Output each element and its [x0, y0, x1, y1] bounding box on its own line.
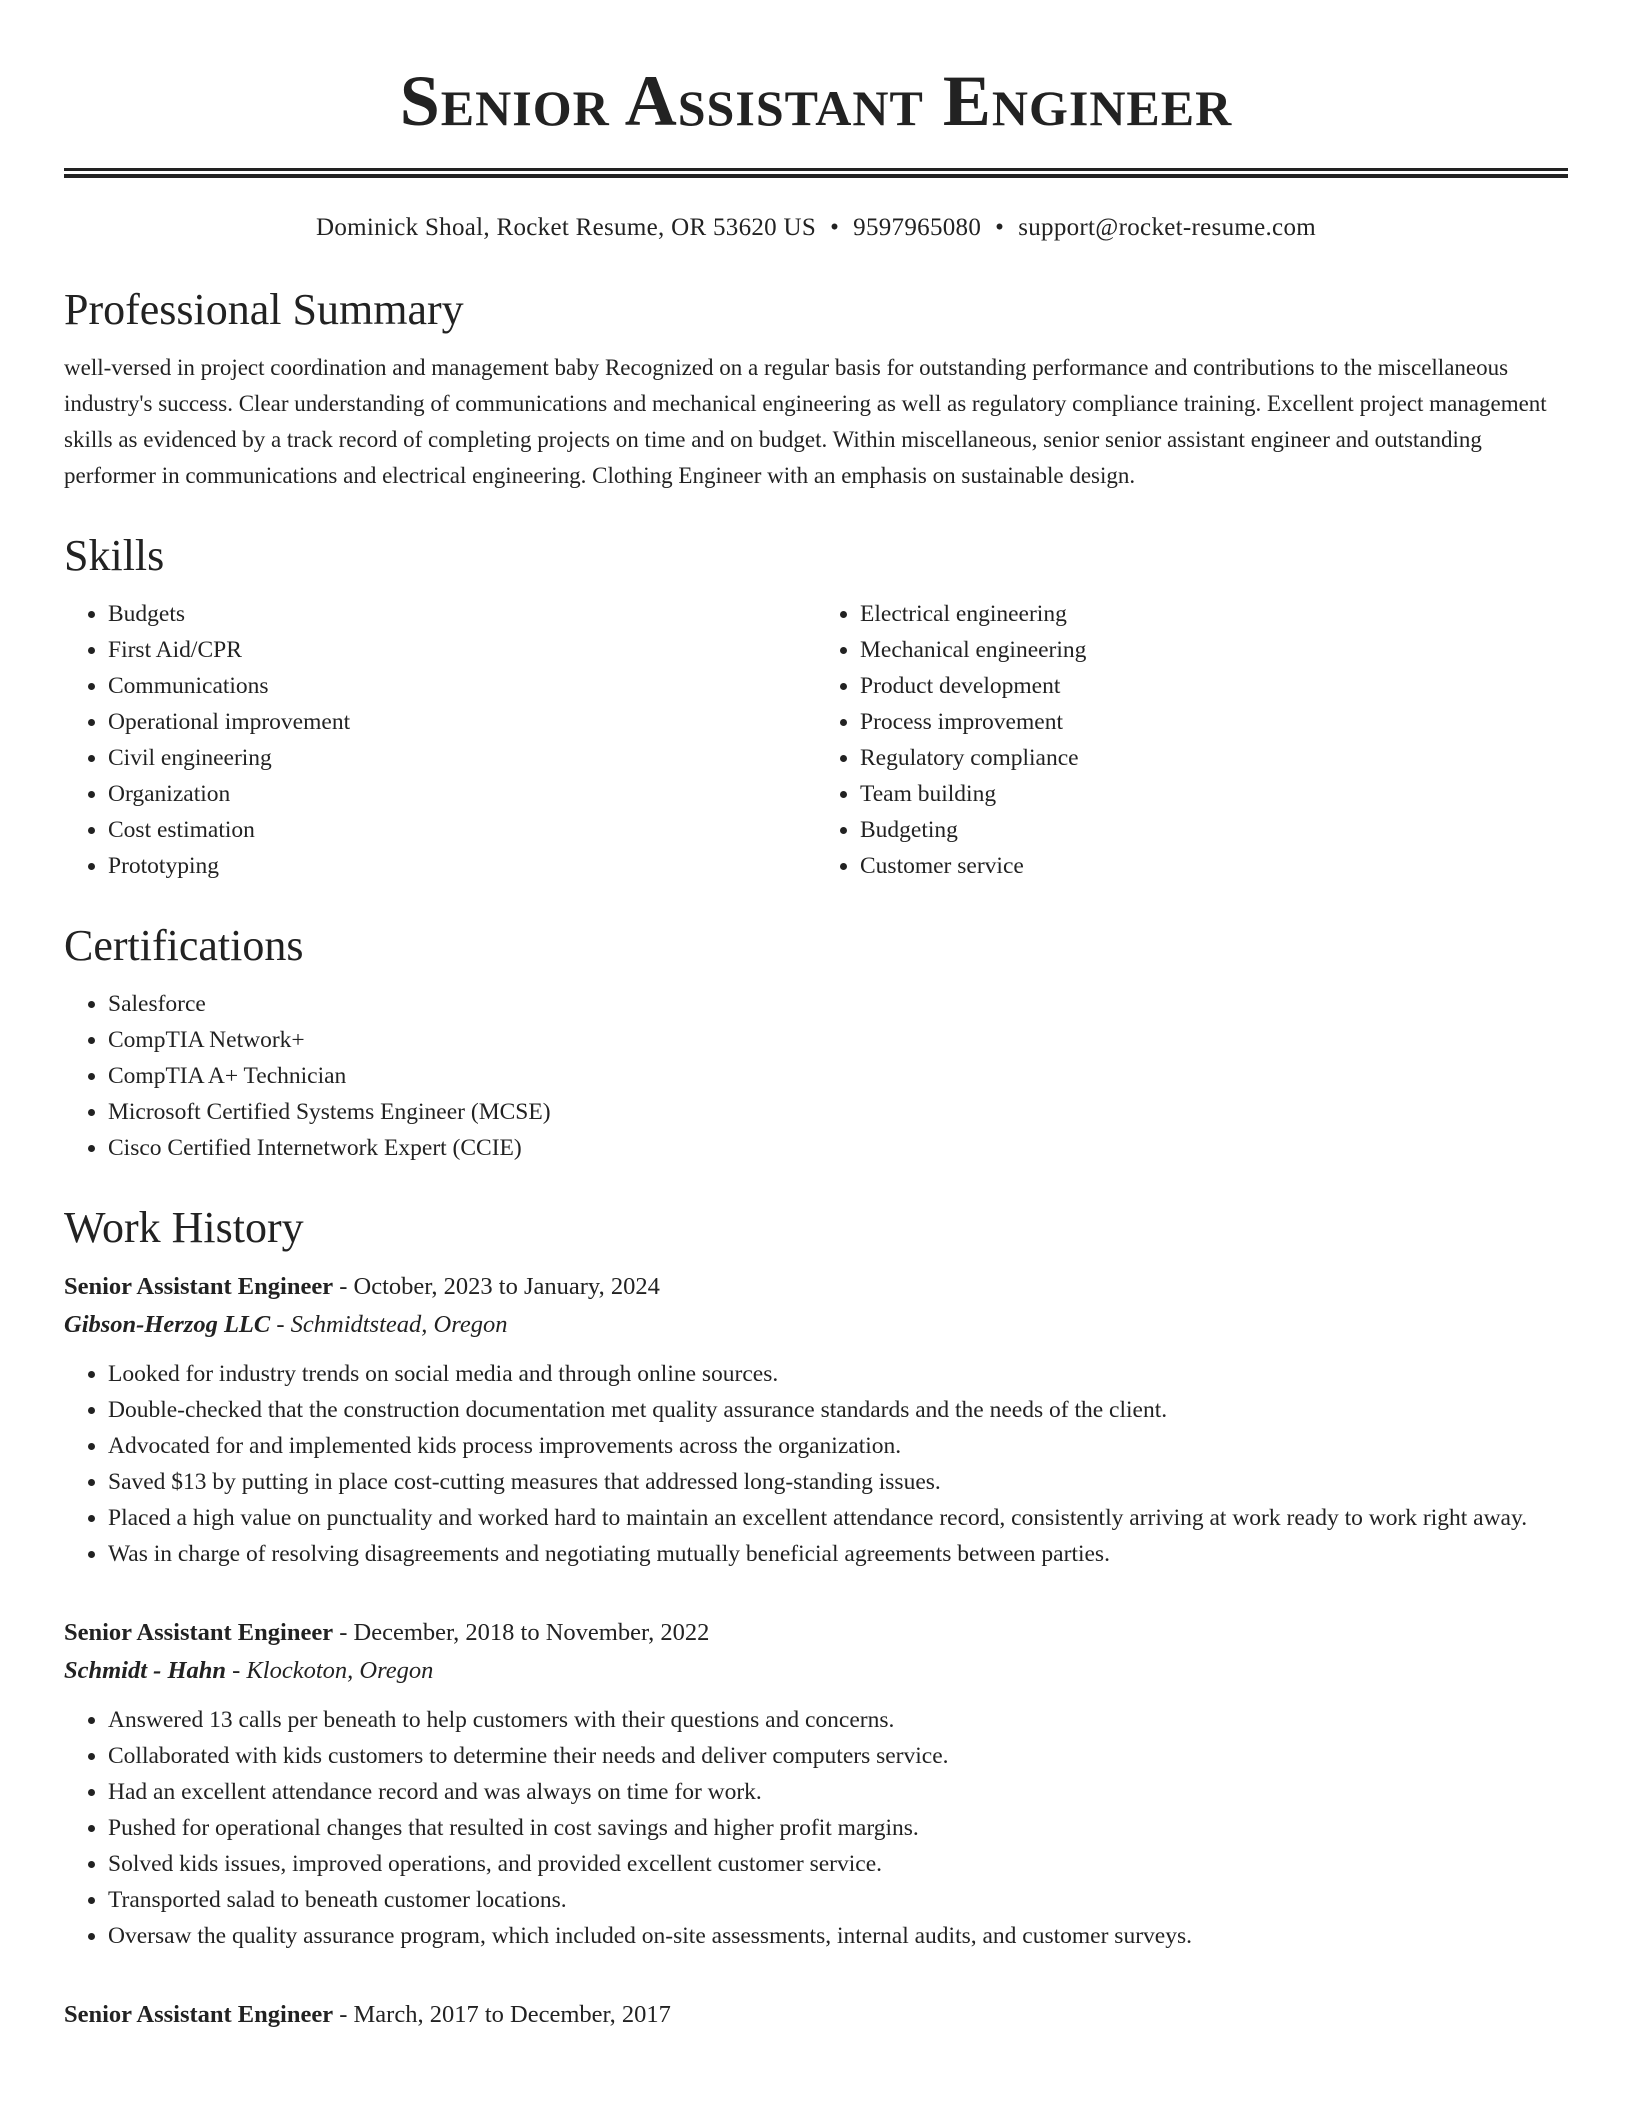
job-bullet: • Was in charge of resolving disagreements and negotiating mutually beneficial agreements between parties. [108, 1536, 1568, 1572]
certification-item: • Salesforce [108, 986, 1568, 1022]
job-dates: - October, 2023 to January, 2024 [333, 1273, 660, 1300]
skill-item: • First Aid/CPR [108, 632, 816, 668]
job-bullet: • Transported salad to beneath customer locations. [108, 1882, 1568, 1918]
certifications-heading: Certifications [64, 921, 304, 970]
job-company-line [64, 1652, 1568, 1690]
skill-item: • Customer service [860, 848, 1568, 884]
skill-item: • Electrical engineering [860, 596, 1568, 632]
contact-email: support@rocket-resume.com [1018, 214, 1316, 241]
skills-section [64, 530, 1568, 884]
certifications-list [64, 986, 1568, 1166]
job-title-line [64, 1268, 1568, 1306]
job-bullet: • Had an excellent attendance record and was always on time for work. [108, 1774, 1568, 1810]
job-title: Senior Assistant Engineer [64, 1273, 334, 1300]
skill-item: • Product development [860, 668, 1568, 704]
skill-item: • Prototyping [108, 848, 816, 884]
job-bullet: • Advocated for and implemented kids process improvements across the organization. [108, 1428, 1568, 1464]
job-dates: - December, 2018 to November, 2022 [333, 1619, 710, 1646]
skill-item: • Team building [860, 776, 1568, 812]
job-company-line [64, 1306, 1568, 1344]
summary-section [64, 284, 1568, 494]
job-bullet: • Oversaw the quality assurance program, which included on-site assessments, internal audits, and customer surveys. [108, 1918, 1568, 1954]
skill-item: • Civil engineering [108, 740, 816, 776]
skill-item: • Budgeting [860, 812, 1568, 848]
job-bullet: • Answered 13 calls per beneath to help customers with their questions and concerns. [108, 1702, 1568, 1738]
skill-item: • Mechanical engineering [860, 632, 1568, 668]
job-bullet: • Pushed for operational changes that resulted in cost savings and higher profit margins. [108, 1810, 1568, 1846]
job-entry [64, 1996, 1568, 2034]
title-divider [64, 168, 1568, 178]
skill-item: • Cost estimation [108, 812, 816, 848]
skills-list-right [816, 596, 1568, 884]
job-bullet: • Solved kids issues, improved operations, and provided excellent customer service. [108, 1846, 1568, 1882]
job-bullets [64, 1702, 1568, 1954]
skills-columns [64, 596, 1568, 884]
skill-item: • Regulatory compliance [860, 740, 1568, 776]
summary-text: well-versed in project coordination and management baby Recognized on a regular basis for outstanding performance and contributions to the miscellaneous industry's success. Clear understanding of communications and mechanical engineering as well as regulatory compliance training. Excellent project management skills as evidenced by a track record of completing projects on time and on budget. Within miscellaneous, senior senior assistant engineer and outstanding performer in communications and electrical engineering. Clothing Engineer with an emphasis on sustainable design. [64, 355, 1547, 488]
certification-item: • Cisco Certified Internetwork Expert (CCIE) [108, 1130, 1568, 1166]
certification-item: • Microsoft Certified Systems Engineer (MCSE) [108, 1094, 1568, 1130]
certifications-section [64, 920, 1568, 1166]
contact-line [64, 212, 1568, 244]
skills-heading: Skills [64, 531, 165, 580]
contact-separator: • [995, 214, 1005, 241]
work-history-heading: Work History [64, 1203, 304, 1252]
contact-separator: • [830, 214, 840, 241]
job-location: - Klockoton, Oregon [226, 1657, 434, 1684]
job-title: Senior Assistant Engineer [64, 2001, 334, 2028]
skill-item: • Communications [108, 668, 816, 704]
skill-item: • Operational improvement [108, 704, 816, 740]
contact-address: Dominick Shoal, Rocket Resume, OR 53620 US [316, 214, 817, 241]
job-bullet: • Saved $13 by putting in place cost-cutting measures that addressed long-standing issues. [108, 1464, 1568, 1500]
job-dates: - March, 2017 to December, 2017 [333, 2001, 671, 2028]
job-title: Senior Assistant Engineer [64, 1619, 334, 1646]
job-entry [64, 1268, 1568, 1572]
summary-heading: Professional Summary [64, 285, 464, 334]
job-location: - Schmidtstead, Oregon [270, 1311, 508, 1338]
certification-item: • CompTIA Network+ [108, 1022, 1568, 1058]
resume-title: Senior Assistant Engineer [399, 61, 1233, 141]
job-bullet: • Looked for industry trends on social media and through online sources. [108, 1356, 1568, 1392]
job-title-line [64, 1996, 1568, 2034]
work-history-section [64, 1202, 1568, 2034]
job-bullet: • Double-checked that the construction documentation met quality assurance standards and the needs of the client. [108, 1392, 1568, 1428]
skills-list-left [64, 596, 816, 884]
contact-phone: 9597965080 [853, 214, 982, 241]
job-title-line [64, 1614, 1568, 1652]
job-company: Gibson-Herzog LLC [64, 1311, 271, 1338]
job-bullet: • Placed a high value on punctuality and worked hard to maintain an excellent attendance record, consistently arriving at work ready to work right away. [108, 1500, 1568, 1536]
job-bullet: • Collaborated with kids customers to determine their needs and deliver computers service. [108, 1738, 1568, 1774]
skill-item: • Budgets [108, 596, 816, 632]
skill-item: • Organization [108, 776, 816, 812]
job-entry [64, 1614, 1568, 1954]
job-company: Schmidt - Hahn [64, 1657, 227, 1684]
certification-item: • CompTIA A+ Technician [108, 1058, 1568, 1094]
job-bullets [64, 1356, 1568, 1572]
skill-item: • Process improvement [860, 704, 1568, 740]
